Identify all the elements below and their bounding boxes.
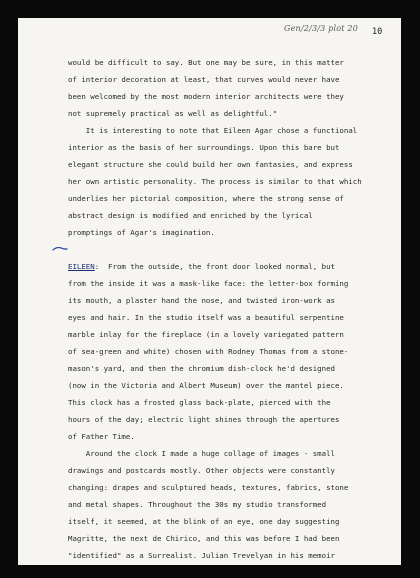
text-line: abstract design is modified and enriched by the lyrical <box>68 211 313 221</box>
text-line: and metal shapes. Throughout the 30s my studio transformed <box>68 500 327 510</box>
text-line: promptings of Agar's imagination. <box>68 228 215 238</box>
paragraph-1 <box>68 54 398 122</box>
text-line: from the inside it was a mask-like face: the letter-box forming <box>68 278 349 288</box>
text-line: marble inlay for the fireplace (in a lovely variegated pattern <box>68 329 344 339</box>
typescript-page <box>18 18 401 565</box>
text-line: This clock has a frosted glass back-plate, pierced with the <box>68 397 331 407</box>
text-line: elegant structure she could build her own fantasies, and express <box>68 160 353 170</box>
text-line: It is interesting to note that Eileen Agar chose a functional <box>68 126 358 136</box>
text-line: interior as the basis of her surroundings. Upon this bare but <box>68 143 340 153</box>
text-line: not supremely practical as well as delightful." <box>68 109 278 119</box>
page-number: 10 <box>372 27 383 37</box>
text-line: its mouth, a plaster hand the nose, and twisted iron-work as <box>68 295 335 305</box>
text-line: been welcomed by the most modern interior architects were they <box>68 92 344 102</box>
text-line: eyes and hair. In the studio itself was a beautiful serpentine <box>68 312 344 322</box>
text-fragment: : From the outside, the front door looked normal, but <box>94 261 335 271</box>
text-line <box>68 258 398 275</box>
text-line: mason's yard, and then the chromium dish-clock he'd designed <box>68 363 335 373</box>
text-line: hours of the day; electric light shines through the apertures <box>68 414 340 424</box>
text-line: underlies her pictorial composition, where the strong sense of <box>68 194 344 204</box>
text-line: her own artistic personality. The process is similar to that which <box>68 177 362 187</box>
text-line: changing: drapes and sculptured heads, textures, fabrics, stone <box>68 483 349 493</box>
text-line: itself, it seemed, at the blink of an eye, one day suggesting <box>68 517 340 527</box>
paragraph-3 <box>68 258 398 446</box>
text-line: "identified" as a Surrealist. Julian Trevelyan in his memoir <box>68 551 335 561</box>
paragraph-2 <box>68 122 398 241</box>
speaker-name: EILEEN <box>68 261 95 271</box>
margin-pen-mark-icon <box>52 245 68 253</box>
handwritten-reference-note: Gen/2/3/3 plot 20 <box>284 24 359 33</box>
text-line: of interior decoration at least, that curves would never have <box>68 75 340 85</box>
document-body <box>68 54 398 564</box>
text-line: of Father Time. <box>68 431 135 441</box>
text-line: drawings and postcards mostly. Other objects were constantly <box>68 466 335 476</box>
text-line: Around the clock I made a huge collage of images - small <box>68 449 335 459</box>
text-line: would be difficult to say. But one may be sure, in this matter <box>68 58 344 67</box>
text-line: Magritte, the next de Chirico, and this was before I had been <box>68 534 340 544</box>
text-line: of sea-green and white) chosen with Rodney Thomas from a stone- <box>68 346 349 356</box>
text-line: (now in the Victoria and Albert Museum) over the mantel piece. <box>68 380 344 390</box>
paragraph-4 <box>68 445 398 564</box>
